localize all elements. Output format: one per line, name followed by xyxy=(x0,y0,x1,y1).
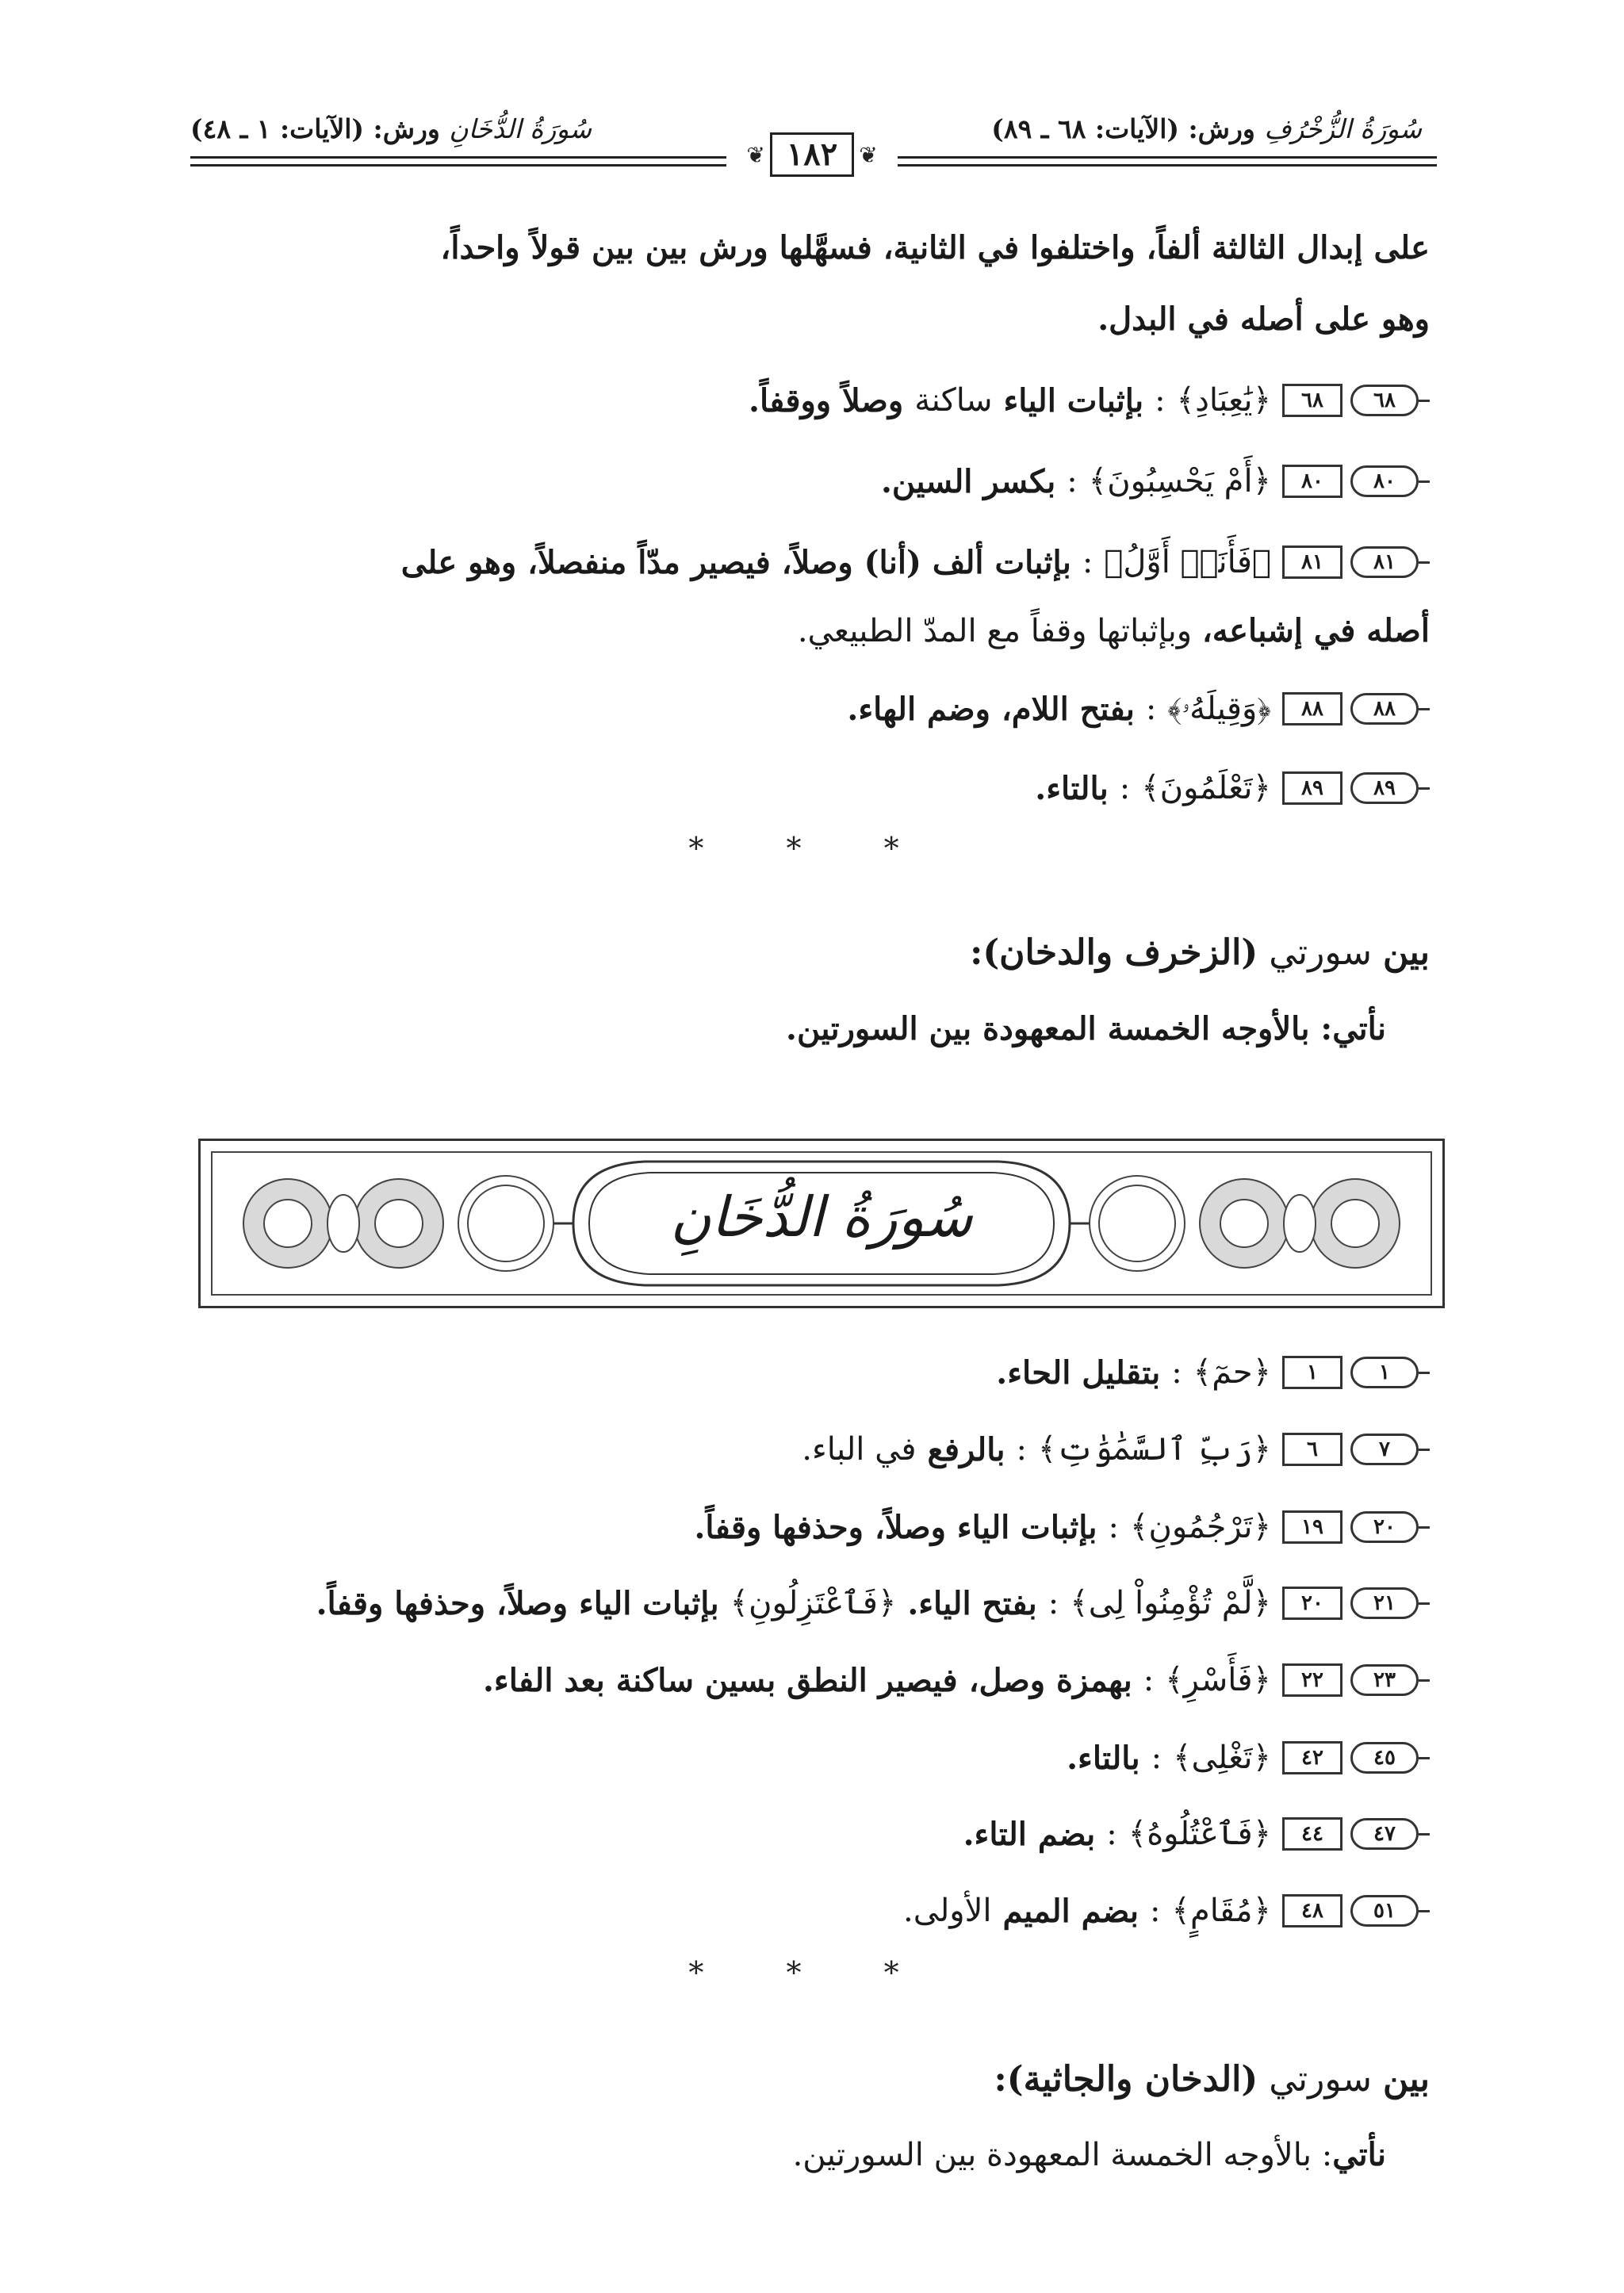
verse-number-oval: ١ xyxy=(1350,1357,1430,1388)
verse-number-oval: ٨٨ xyxy=(1350,693,1430,725)
ornament-icon: ❦ xyxy=(746,141,765,168)
verse-number-box: ٨٠ xyxy=(1282,465,1342,498)
verse-number-box: ٤٢ xyxy=(1282,1741,1342,1774)
quran-word: ﴿تَرْجُمُونِ﴾ xyxy=(1130,1509,1271,1545)
intro-line: على إبدال الثالثة ألفاً، واختلفوا في الثانية، فسهَّلها ورش بين بين قولاً واحداً، xyxy=(440,229,1430,266)
reading-entry xyxy=(963,1809,1430,1859)
colon: : xyxy=(1143,1662,1155,1698)
page-number: ١٨٢ xyxy=(770,132,854,177)
verse-markers xyxy=(1282,1741,1430,1774)
colon: : xyxy=(1171,1354,1182,1391)
ruling-text: بالتاء. xyxy=(1067,1739,1140,1777)
colon: : xyxy=(1048,1585,1059,1621)
between-surahs-heading xyxy=(970,929,1430,977)
surah-title-banner xyxy=(198,1139,1445,1308)
verse-number-oval: ٢٠ xyxy=(1350,1511,1430,1543)
quran-word: ﴿يَٰعِبَادِ﴾ xyxy=(1176,382,1271,419)
quran-word: ﴿تَغْلِى﴾ xyxy=(1173,1740,1271,1776)
ruling-text: بإثبات الياء وصلاً، وحذفها وقفاً. xyxy=(316,1584,719,1622)
verse-markers xyxy=(1282,771,1430,805)
ruling-text: بضم الميم xyxy=(1002,1892,1139,1930)
reading-entry xyxy=(1035,764,1430,813)
section-separator: * * * xyxy=(688,1955,936,1990)
verse-markers xyxy=(1282,465,1430,498)
natee-line xyxy=(786,1005,1386,1053)
ruling-note: في الباء. xyxy=(802,1431,917,1468)
ruling-text: بإثبات الياء وصلاً، وحذفها وقفاً. xyxy=(694,1508,1097,1546)
reading-entry xyxy=(1067,1733,1430,1782)
natee-line xyxy=(793,2131,1386,2179)
verse-number-box: ٦٨ xyxy=(1282,384,1342,417)
reading-entry xyxy=(316,1579,1430,1628)
verse-number-box: ٦ xyxy=(1282,1433,1342,1466)
natee-text: نأتي xyxy=(1332,2136,1386,2173)
colon: : xyxy=(1067,463,1078,500)
colon: : xyxy=(1082,544,1094,580)
colon: : xyxy=(1155,382,1166,419)
ruling-text: بكسر السين. xyxy=(880,462,1056,500)
verse-number-oval: ٢٣ xyxy=(1350,1664,1430,1696)
verse-number-box: ٤٤ xyxy=(1282,1817,1342,1851)
header-surah-name: سُورَةُ الدُّخَانِ xyxy=(449,113,592,144)
ruling-text: بإثبات الياء xyxy=(1003,381,1144,419)
reading-entry xyxy=(881,457,1430,506)
quran-word: ﴿حمٓ﴾ xyxy=(1193,1354,1271,1391)
verse-number-box: ١ xyxy=(1282,1356,1342,1389)
continuation-text: وبإثباتها وقفاً مع المدّ الطبيعي. xyxy=(797,613,1193,649)
verse-markers xyxy=(1282,692,1430,725)
quran-word: ﴿لَّمْ تُؤْمِنُواْ لِى﴾ xyxy=(1070,1585,1271,1621)
running-header-left xyxy=(190,113,592,144)
running-header-right xyxy=(991,113,1422,144)
reading-entry xyxy=(996,1348,1430,1397)
quran-word: ﴿فَأَسْرِ﴾ xyxy=(1165,1662,1271,1698)
verse-number-box: ٨٨ xyxy=(1282,692,1342,725)
continuation-bold: أصله في إشباعه، xyxy=(1201,612,1430,649)
verse-number-box: ٨٩ xyxy=(1282,771,1342,805)
verse-markers xyxy=(1282,545,1430,579)
colon: : xyxy=(1145,691,1157,727)
heading-lead: بين xyxy=(1382,932,1430,973)
colon: : xyxy=(1151,1740,1162,1776)
page-number-box xyxy=(726,130,898,179)
verse-number-oval: ٤٧ xyxy=(1350,1818,1430,1850)
verse-number-box: ٢٢ xyxy=(1282,1663,1342,1697)
ruling-text: بهمزة وصل، فيصير النطق بسين ساكنة بعد الفاء. xyxy=(483,1661,1132,1699)
ruling-text: بالرفع xyxy=(927,1430,1005,1468)
heading-surahs: (الزخرف والدخان): xyxy=(970,932,1258,973)
reading-entry xyxy=(802,1425,1430,1474)
ruling-note: ساكنة xyxy=(914,382,993,419)
ruling-text: بفتح اللام، وضم الهاء. xyxy=(847,690,1135,728)
ruling-text: وصلاً ووقفاً. xyxy=(749,381,904,419)
verse-number-oval: ٤٥ xyxy=(1350,1742,1430,1774)
colon: : xyxy=(1150,1893,1161,1929)
ruling-note: الأولى. xyxy=(903,1893,992,1929)
reading-entry xyxy=(847,684,1430,733)
reading-entry xyxy=(903,1886,1430,1935)
heading-plain: سورتي xyxy=(1269,932,1372,973)
quran-word: ﴿تَعْلَمُونَ﴾ xyxy=(1141,770,1271,806)
ruling-text: بضم التاء. xyxy=(963,1815,1096,1853)
verse-number-oval: ٨٩ xyxy=(1350,772,1430,804)
quran-word: ﴿أَمْ يَحْسِبُونَ﴾ xyxy=(1088,463,1271,500)
quran-word: ﴿فَأَنَا۠ أَوَّلُ﴾ xyxy=(1104,544,1271,580)
natee-note: : بالأوجه الخمسة المعهودة بين السورتين. xyxy=(792,2137,1333,2173)
heading-lead: بين xyxy=(1382,2059,1430,2100)
section-separator: * * * xyxy=(688,831,936,866)
verse-number-oval: ٨٠ xyxy=(1350,465,1430,497)
quran-word: ﴿وَقِيلَهُۥ﴾ xyxy=(1167,691,1271,727)
verse-number-oval: ٨١ xyxy=(1350,546,1430,578)
verse-number-oval: ٢١ xyxy=(1350,1587,1430,1619)
colon: : xyxy=(1016,1431,1028,1468)
colon: : xyxy=(1119,770,1131,806)
colon: : xyxy=(1106,1816,1117,1852)
verse-number-oval: ٦٨ xyxy=(1350,385,1430,416)
ornament-icon: ❦ xyxy=(859,141,878,168)
reading-entry xyxy=(483,1656,1430,1705)
verse-number-box: ١٩ xyxy=(1282,1510,1342,1544)
verse-markers xyxy=(1282,1817,1430,1851)
verse-number-box: ٢٠ xyxy=(1282,1587,1342,1620)
natee-text: نأتي: بالأوجه الخمسة المعهودة بين السورتين. xyxy=(786,1010,1386,1047)
verse-markers xyxy=(1282,1894,1430,1927)
verse-markers xyxy=(1282,1663,1430,1697)
reading-entry xyxy=(694,1503,1430,1552)
surah-title: سُورَةُ الدُّخَانِ xyxy=(670,1185,973,1250)
ruling-text: بإثبات ألف (أنا) وصلاً، فيصير مدّاً منفصلاً، وهو على xyxy=(400,543,1071,581)
ruling-text: بالتاء. xyxy=(1035,769,1109,807)
intro-line: وهو على أصله في البدل. xyxy=(1097,301,1430,338)
header-verse-range: ورش: (الآيات: ١ ـ ٤٨) xyxy=(190,113,440,144)
ruling-text: بتقليل الحاء. xyxy=(996,1353,1161,1391)
quran-word: ﴿فَٱعْتَزِلُونِ﴾ xyxy=(730,1585,897,1621)
quran-word: ﴿مُقَامٍ﴾ xyxy=(1171,1893,1271,1929)
continuation-line xyxy=(798,607,1430,655)
between-surahs-heading xyxy=(994,2056,1430,2104)
heading-surahs: (الدخان والجاثية): xyxy=(994,2059,1258,2100)
verse-markers xyxy=(1282,1356,1430,1389)
colon: : xyxy=(1108,1509,1120,1545)
verse-markers xyxy=(1282,1433,1430,1466)
ruling-text: بفتح الياء. xyxy=(907,1584,1037,1622)
quran-word: ﴿فَٱعْتُلُوهُ﴾ xyxy=(1128,1816,1271,1852)
verse-number-oval: ٥١ xyxy=(1350,1895,1430,1927)
reading-entry xyxy=(401,538,1430,587)
heading-plain: سورتي xyxy=(1269,2059,1372,2100)
verse-markers xyxy=(1282,384,1430,417)
verse-number-oval: ٧ xyxy=(1350,1434,1430,1465)
verse-number-box: ٨١ xyxy=(1282,545,1342,579)
verse-markers xyxy=(1282,1510,1430,1544)
header-surah-name: سُورَةُ الزُّخْرُفِ xyxy=(1264,113,1422,144)
reading-entry xyxy=(749,376,1430,425)
quran-word: ﴿رَبِّ ٱلسَّمَٰوَٰتِ﴾ xyxy=(1038,1431,1271,1468)
verse-number-box: ٤٨ xyxy=(1282,1894,1342,1927)
verse-markers xyxy=(1282,1587,1430,1620)
header-verse-range: ورش: (الآيات: ٦٨ ـ ٨٩) xyxy=(991,113,1255,144)
